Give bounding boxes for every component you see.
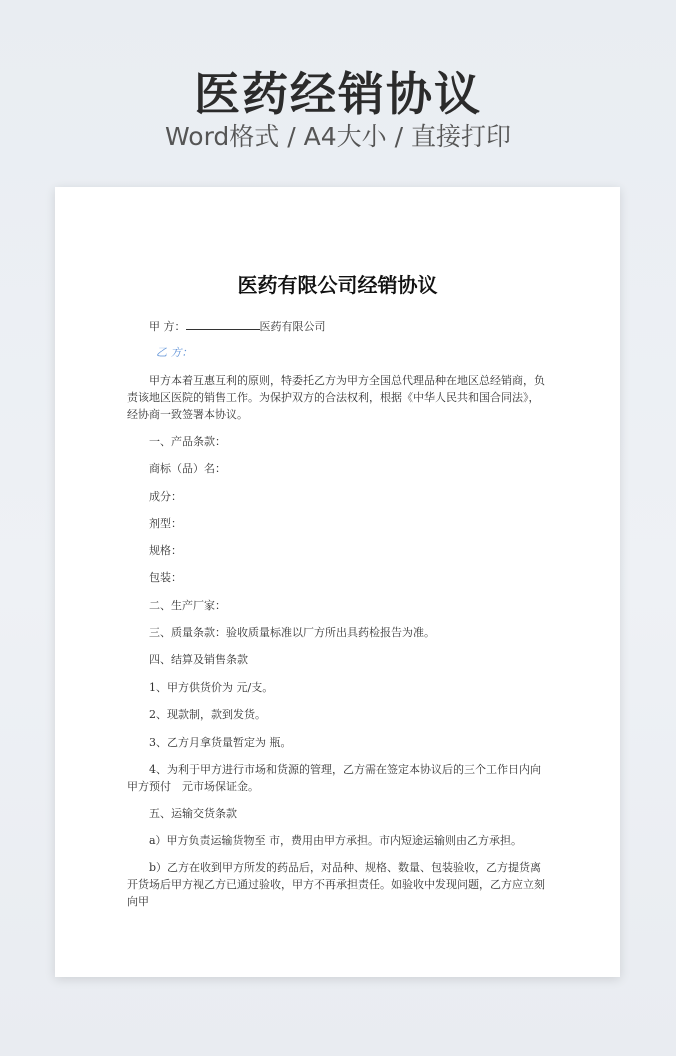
document-page — [55, 187, 620, 977]
settlement-item-3: 3、乙方月拿货量暂定为 瓶。 — [149, 736, 292, 749]
party-b-label: 乙 方： — [156, 346, 193, 359]
settlement-item-1: 1、甲方供货价为 元/支。 — [149, 681, 274, 694]
banner-subtitle: Word格式 / A4大小 / 直接打印 — [165, 122, 511, 151]
spec-label: 规格： — [149, 544, 182, 557]
dosage-label: 剂型： — [149, 517, 182, 530]
settlement-item-2: 2、现款制，款到发货。 — [149, 708, 266, 721]
transport-item-a: a）甲方负责运输货物至 市，费用由甲方承担。市内短途运输则由乙方承担。 — [149, 834, 523, 847]
packaging-label: 包装： — [149, 571, 182, 584]
party-a-blank — [186, 317, 260, 330]
manufacturer-heading: 二、生产厂家： — [149, 599, 226, 612]
banner-title: 医药经销协议 — [194, 67, 482, 121]
transport-item-b: b）乙方在收到甲方所发的药品后，对品种、规格、数量、包装验收，乙方提货离开货场后甲方视乙方已通过验收，甲方不再承担责任。如验收中发现问题，乙方应立刻向甲 — [127, 861, 545, 908]
party-a-suffix: 医药有限公司 — [259, 320, 326, 333]
party-a-line — [149, 317, 326, 335]
product-heading: 一、产品条款： — [149, 435, 226, 448]
quality-heading: 三、质量条款：验收质量标准以厂方所出具药检报告为准。 — [149, 626, 435, 639]
brand-label: 商标（品）名： — [149, 462, 226, 475]
ingredients-label: 成分： — [149, 490, 182, 503]
settlement-heading: 四、结算及销售条款 — [149, 653, 248, 666]
party-a-label: 甲 方： — [149, 320, 186, 333]
intro-paragraph: 甲方本着互惠互利的原则，特委托乙方为甲方全国总代理品种在地区总经销商，负责该地区医院的销售工作。为保护双方的合法权利，根据《中华人民共和国合同法》，经协商一致签署本协议。 — [127, 374, 545, 421]
document-title: 医药有限公司经销协议 — [237, 273, 438, 297]
transport-heading: 五、运输交货条款 — [149, 807, 237, 820]
settlement-item-4: 4、为利于甲方进行市场和货源的管理，乙方需在签定本协议后的三个工作日内向甲方预付 元市场保证金。 — [127, 763, 541, 793]
